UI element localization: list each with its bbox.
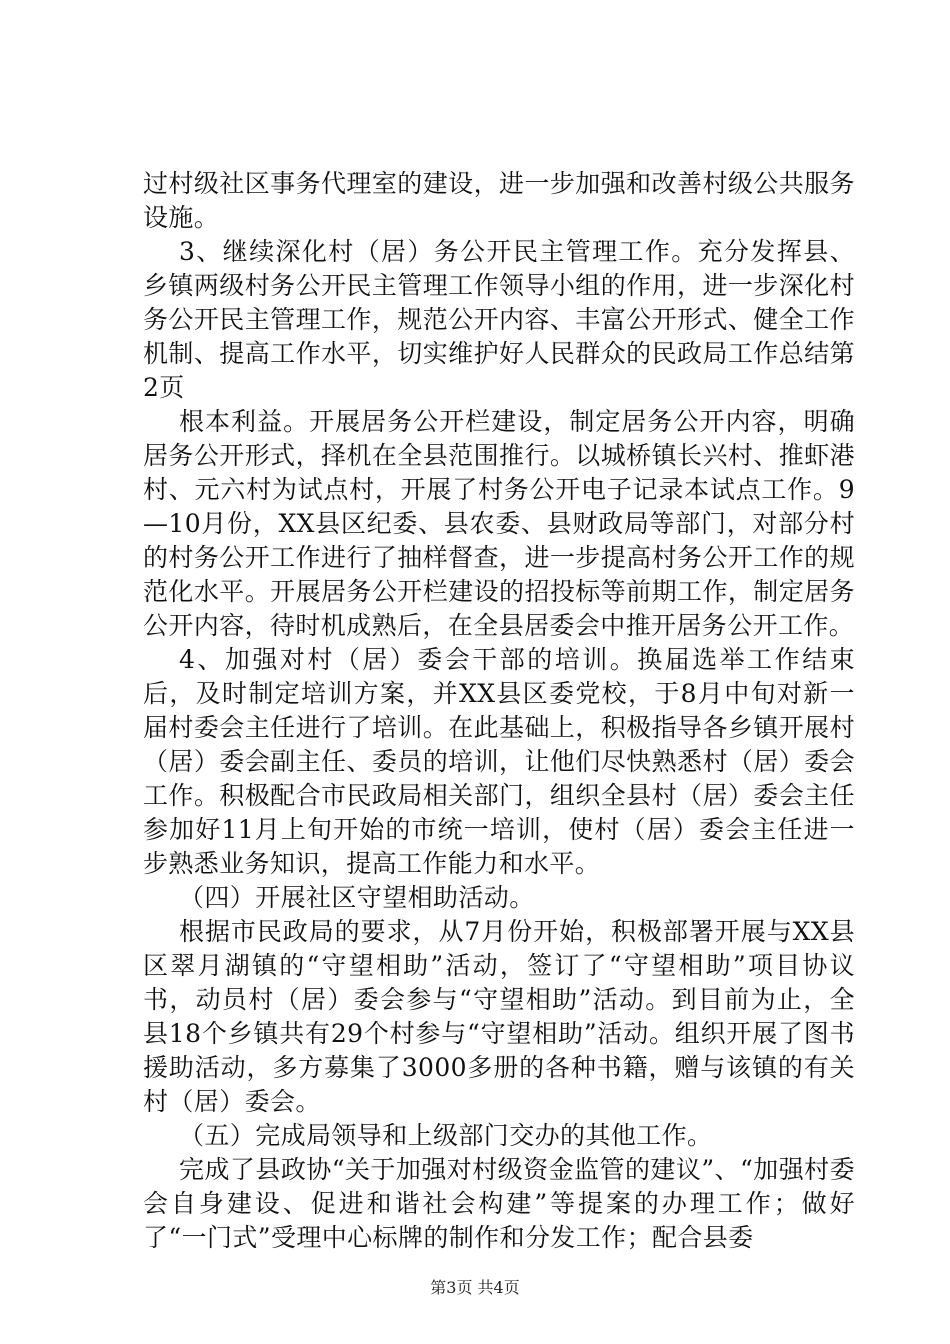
paragraph-2: 3、继续深化村（居）务公开民主管理工作。充分发挥县、乡镇两级村务公开民主管理工作领导小组的作用，进一步深化村务公开民主管理工作，规范公开内容、丰富公开形式、健全工作机制、提高工作水平，切实维护好人民群众的民政局工作总结第2页 [143,237,855,402]
page-footer: 第3页 共4页 [430,1278,520,1297]
section-heading-5: （五）完成局领导和上级部门交办的其他工作。 [179,1121,713,1150]
document-body [143,167,855,1255]
paragraph-6: 完成了县政协“关于加强对村级资金监管的建议”、“加强村委会自身建设、促进和谐社会构建”等提案的办理工作；做好了“一门式”受理中心标牌的制作和分发工作；配合县委 [143,1155,855,1252]
paragraph-3: 根本利益。开展居务公开栏建设，制定居务公开内容，明确居务公开形式，择机在全县范围推行。以城桥镇长兴村、推虾港村、元六村为试点村，开展了村务公开电子记录本试点工作。9—10月份，XX县区纪委、县农委、县财政局等部门，对部分村的村务公开工作进行了抽样督查，进一步提高村务公开工作的规范化水平。开展居务公开栏建设的招投标等前期工作，制定居务公开内容，待时机成熟后，在全县居委会中推开居务公开工作。 [143,407,855,640]
paragraph-4: 4、加强对村（居）委会干部的培训。换届选举工作结束后，及时制定培训方案，并XX县区委党校，于8月中旬对新一届村委会主任进行了培训。在此基础上，积极指导各乡镇开展村（居）委会副主任、委员的培训，让他们尽快熟悉村（居）委会工作。积极配合市民政局相关部门，组织全县村（居）委会主任参加好11月上旬开始的市统一培训，使村（居）委会主任进一步熟悉业务知识，提高工作能力和水平。 [143,645,855,878]
paragraph-5: 根据市民政局的要求，从7月份开始，积极部署开展与XX县区翠月湖镇的“守望相助”活动，签订了“守望相助”项目协议书，动员村（居）委会参与“守望相助”活动。到目前为止，全县18个乡镇共有29个村参与“守望相助”活动。组织开展了图书援助活动，多方募集了3000多册的各种书籍，赠与该镇的有关村（居）委会。 [143,917,855,1116]
paragraph-1: 过村级社区事务代理室的建设，进一步加强和改善村级公共服务设施。 [143,169,855,232]
section-heading-4: （四）开展社区守望相助活动。 [179,883,535,912]
